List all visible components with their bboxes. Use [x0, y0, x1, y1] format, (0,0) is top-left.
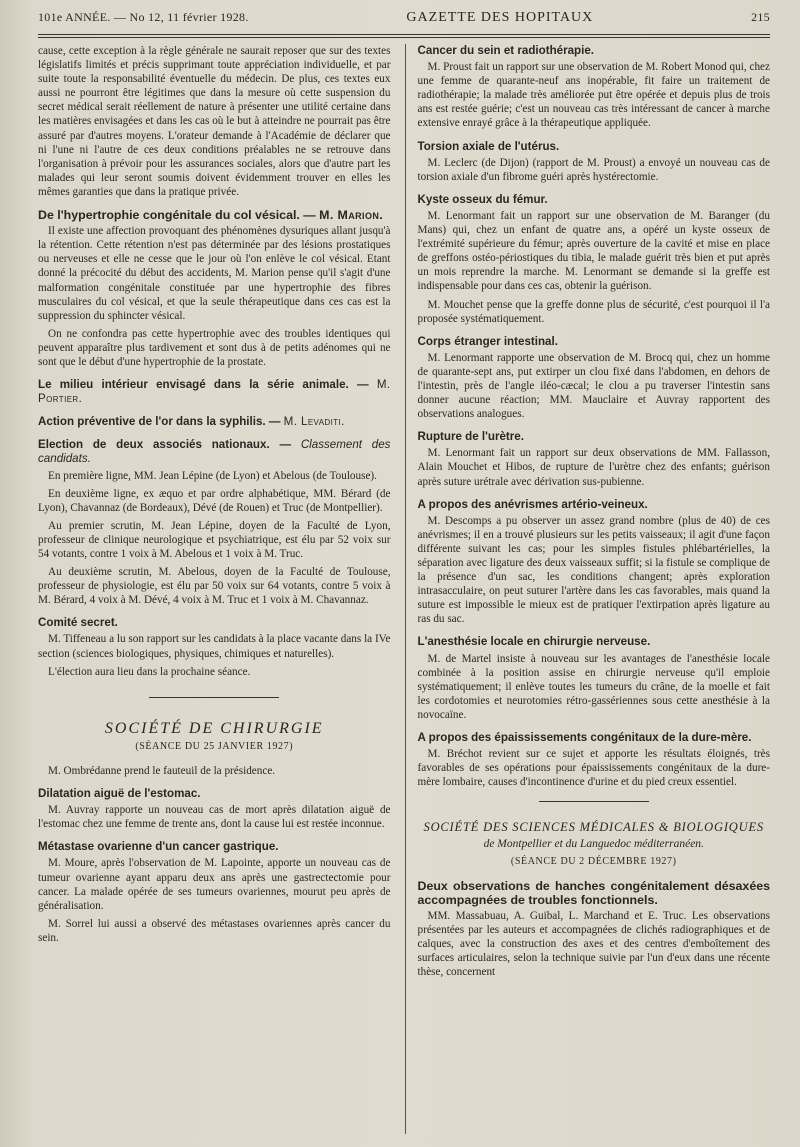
- header-rule-2: [38, 37, 770, 38]
- paragraph: M. Moure, après l'observation de M. Lapointe, apporte un nouveau cas de tumeur ovarienne ayant apparu deux ans après une gastrectectomie pour cancer. La malade opérée de ses tumeurs ovariennes, mourut peu après de généralisation.: [38, 857, 391, 912]
- paragraph: M. Bréchot revient sur ce sujet et apporte les résultats éloignés, très favorables de ses opérations pour épaississements congénitaux de la dure-mère lombaire, causes d'incontinence d'urine et du pied creux essentiel.: [417, 748, 770, 789]
- right-column: [405, 44, 771, 1134]
- paragraph: M. Proust fait un rapport sur une observation de M. Robert Monod qui, chez une femme de quarante-neuf ans inopérable, fit faire un traitement de radiothérapie; la malade très améliorée put être opérée et depuis plus de trois ans est restée guérie; c'est un nouveau cas très intéressant de cancer à marche extensive enrayé grâce à la thérapeutique appliquée.: [417, 61, 770, 130]
- article-heading: L'anesthésie locale en chirurgie nerveuse.: [417, 635, 651, 649]
- article-heading: Rupture de l'urètre.: [417, 430, 524, 444]
- journal-title: GAZETTE DES HOPITAUX: [406, 10, 594, 25]
- session-date: (SÉANCE DU 25 JANVIER 1927): [135, 740, 294, 752]
- paragraph: En première ligne, MM. Jean Lépine (de Lyon) et Abelous (de Toulouse).: [48, 469, 377, 482]
- paragraph: M. Ombrédanne prend le fauteuil de la présidence.: [48, 764, 276, 777]
- paragraph: MM. Massabuau, A. Guibal, L. Marchand et E. Truc. Les observations présentées par les auteurs et accompagnées de clichés radiographiques et de calques, avec la construction des axes et des centres d'emboîtement des surfaces articulaires, selon la technique suivie par l'un d'eux dans une récente thèse, concernent: [417, 909, 770, 979]
- paragraph: M. Mouchet pense que la greffe donne plus de sécurité, c'est pourquoi il l'a proposée systématiquement.: [417, 298, 770, 325]
- article-heading: A propos des épaississements congénitaux de la dure-mère.: [417, 731, 752, 745]
- heading-text: Election de deux associés nationaux.: [38, 438, 270, 452]
- paragraph: En deuxième ligne, ex æquo et par ordre alphabétique, MM. Bérard (de Lyon), Chavannaz (de Bordeaux), Dévé (de Rouen) et Truc (de Montpellier).: [38, 487, 391, 514]
- article-heading: Action préventive de l'or dans la syphilis. — M. Levaditi.: [38, 415, 345, 429]
- article-heading: Le milieu intérieur envisagé dans la série animale. — M. Portier.: [38, 378, 391, 406]
- heading-text: Comité secret.: [38, 616, 118, 630]
- heading-text: De l'hypertrophie congénitale du col vésical.: [38, 208, 300, 223]
- paragraph: M. Sorrel lui aussi a observé des métastases ovariennes après cancer du sein.: [38, 917, 391, 944]
- article-heading: Kyste osseux du fémur.: [417, 192, 548, 206]
- article-heading: Election de deux associés nationaux. — Classement des candidats.: [38, 438, 391, 466]
- paragraph: M. Lenormant fait un rapport sur deux observations de MM. Fallasson, Alain Mouchet et Hibos, de rupture de l'urètre chez des enfants; guérison après suture urétrale avec dérivation sus-pubienne.: [417, 447, 770, 488]
- paragraph: M. de Martel insiste à nouveau sur les avantages de l'anesthésie locale combinée à la position assise en chirurgie nerveuse qu'il emploie systématiquement; il enlève toutes les tumeurs du crâne, de la moelle et fait les cordotomies et neurotomies rétro-gassériennes sous cette anesthésie à la novocaïne.: [417, 652, 770, 721]
- author: M. Marion.: [319, 208, 384, 223]
- paragraph: M. Leclerc (de Dijon) (rapport de M. Proust) a envoyé un nouveau cas de torsion axiale d'un fibrome guéri après hystérectomie.: [417, 156, 770, 183]
- article-heading: Métastase ovarienne d'un cancer gastrique.: [38, 840, 279, 854]
- paragraph: M. Tiffeneau a lu son rapport sur les candidats à la place vacante dans la IVe section (sciences biologiques, physiques, chimiques et naturelles).: [38, 633, 391, 660]
- article-heading: Cancer du sein et radiothérapie.: [417, 44, 595, 57]
- paragraph: M. Lenormant fait un rapport sur une observation de M. Baranger (du Mans) qui, chez un enfant de quatre ans, a opéré un kyste osseux de l'extrémité supérieure du fémur; après ouverture de la cavité et mise en place de greffons ostéo-périostiques du tibia, le malade guérit très bien et put après un mois reprendre la marche. M. Lenormant se demande si la greffe est indispensable pour dans ces cas, obtenir la guérison.: [417, 209, 770, 293]
- heading-text: Action préventive de l'or dans la syphilis.: [38, 415, 266, 429]
- heading-subtitle: Classement des candidats.: [38, 438, 391, 466]
- header-rule: [38, 34, 770, 35]
- paragraph: L'élection aura lieu dans la prochaine séance.: [48, 665, 251, 678]
- page-number: 215: [751, 10, 770, 24]
- left-column: [38, 44, 391, 1134]
- paragraph: Au premier scrutin, M. Jean Lépine, doyen de la Faculté de Lyon, professeur de clinique neurologique et psychiatrique, est élu par 52 voix sur 54 votants, contre 1 voix à M. Abelous et 1 voix à M. Truc.: [38, 519, 391, 560]
- article-heading: Corps étranger intestinal.: [417, 334, 558, 348]
- paragraph: M. Lenormant rapporte une observation de M. Brocq qui, chez un homme de quarante-sept ans, put extirper un clou fixé dans l'abdomen, en dehors de l'intestin, près de l'angle iléo-cæcal; le clou a pu traverser l'intestin sans donner aucune réaction; MM. Mauclaire et Auvray rapportent des observations analogues.: [417, 351, 770, 421]
- section-title: SOCIÉTÉ DE CHIRURGIE: [104, 719, 324, 737]
- article-heading: [38, 616, 391, 630]
- page-header: [38, 10, 770, 32]
- paragraph: M. Auvray rapporte un nouveau cas de mort après dilatation aiguë de l'estomac chez une femme de trente ans, dont la cause lui est restée inconnue.: [38, 804, 391, 831]
- paragraph: M. Descomps a pu observer un assez grand nombre (plus de 40) de ces anévrismes; il en a trouvé plusieurs sur les petits vaisseaux; il agit d'une façon différente suivant les cas; pour les simples fistules phlébartérielles, la séparation avec ligature des deux vaisseaux suffit; si la fistule se complique de la présence d'un sac, les conditions changent; après exploration intrasacculaire, on peut suturer l'artère dans les cas favorables, mais quand la suture est impossible le mieux est de pratiquer l'extirpation après ligature au ras du sac.: [417, 514, 770, 626]
- section-title: SOCIÉTÉ DES SCIENCES MÉDICALES & BIOLOGIQUES: [423, 820, 764, 835]
- article-heading: A propos des anévrismes artério-veineux.: [417, 497, 648, 511]
- heading-text: Le milieu intérieur envisagé dans la série animale.: [38, 378, 349, 392]
- session-date: (SÉANCE DU 2 DÉCEMBRE 1927): [510, 855, 677, 867]
- author: M. Portier.: [38, 378, 391, 406]
- article-heading: De l'hypertrophie congénitale du col vésical. — M. Marion.: [38, 208, 384, 223]
- paragraph: On ne confondra pas cette hypertrophie avec des troubles identiques qui peuvent apparaître plus tardivement et sont dus à de petits adénomes qui ne sont que le début d'une hypertrophie de la prostate.: [38, 327, 391, 368]
- section-divider: [539, 801, 649, 802]
- article-heading: Torsion axiale de l'utérus.: [417, 139, 560, 153]
- paragraph: cause, cette exception à la règle générale ne saurait reposer que sur des textes législatifs limités et précis supprimant toute appréciation individuelle, et par suite toute la responsabilité éventuelle du médecin. De plus, ces textes eux aussi ne pourront être légitimes que dans la mesure où cette suspension du secret médical serait réellement de nature à présenter une utilité certaine dans les matières envisagées et dans les cas où le but à atteindre ne pourrait pas être assuré par d'autres moyens. L'orateur demande à l'Académie de déclarer que ni l'une ni l'autre de ces deux conditions préalables ne se retrouve dans l'organisation à prévoir pour les assurances sociales, alors que d'autre part les malades qui leur seront soumis doivent évidemment trouver en elles les mêmes garanties que dans la pratique privée.: [38, 45, 391, 198]
- columns: [38, 44, 770, 1134]
- issue-line: 101e ANNÉE. — No 12, 11 février 1928.: [38, 10, 249, 24]
- section-subtitle: de Montpellier et du Languedoc méditerranéen.: [483, 837, 704, 850]
- paragraph: Au deuxième scrutin, M. Abelous, doyen de la Faculté de Toulouse, professeur de physiologie, est élu par 50 voix sur 64 votants, contre 5 voix à M. Bérard, 4 voix à M. Dévé, 4 voix à M. Truc et 1 voix à M. Chavannaz.: [38, 566, 391, 607]
- author: M. Levaditi.: [283, 415, 345, 429]
- paragraph: Il existe une affection provoquant des phénomènes dysuriques allant jusqu'à la rétention. Cette rétention n'est pas déterminée par des lésions prostatiques ou nerveuses et elle ne cesse que le jour où l'on enlève le col vésical. Etant donné la précocité du début des accidents, M. Marion pense qu'il s'agit d'une malformation congénitale constituée par une hypertrophie des fibres musculaires du col vésical, et que la seule thérapeutique dans ces cas est la suppression du sphincter vésical.: [38, 225, 391, 322]
- section-divider: [149, 697, 279, 698]
- article-heading: Dilatation aiguë de l'estomac.: [38, 787, 201, 801]
- article-heading: Deux observations de hanches congénitalement désaxées accompagnées de troubles fonctionnels.: [417, 878, 770, 907]
